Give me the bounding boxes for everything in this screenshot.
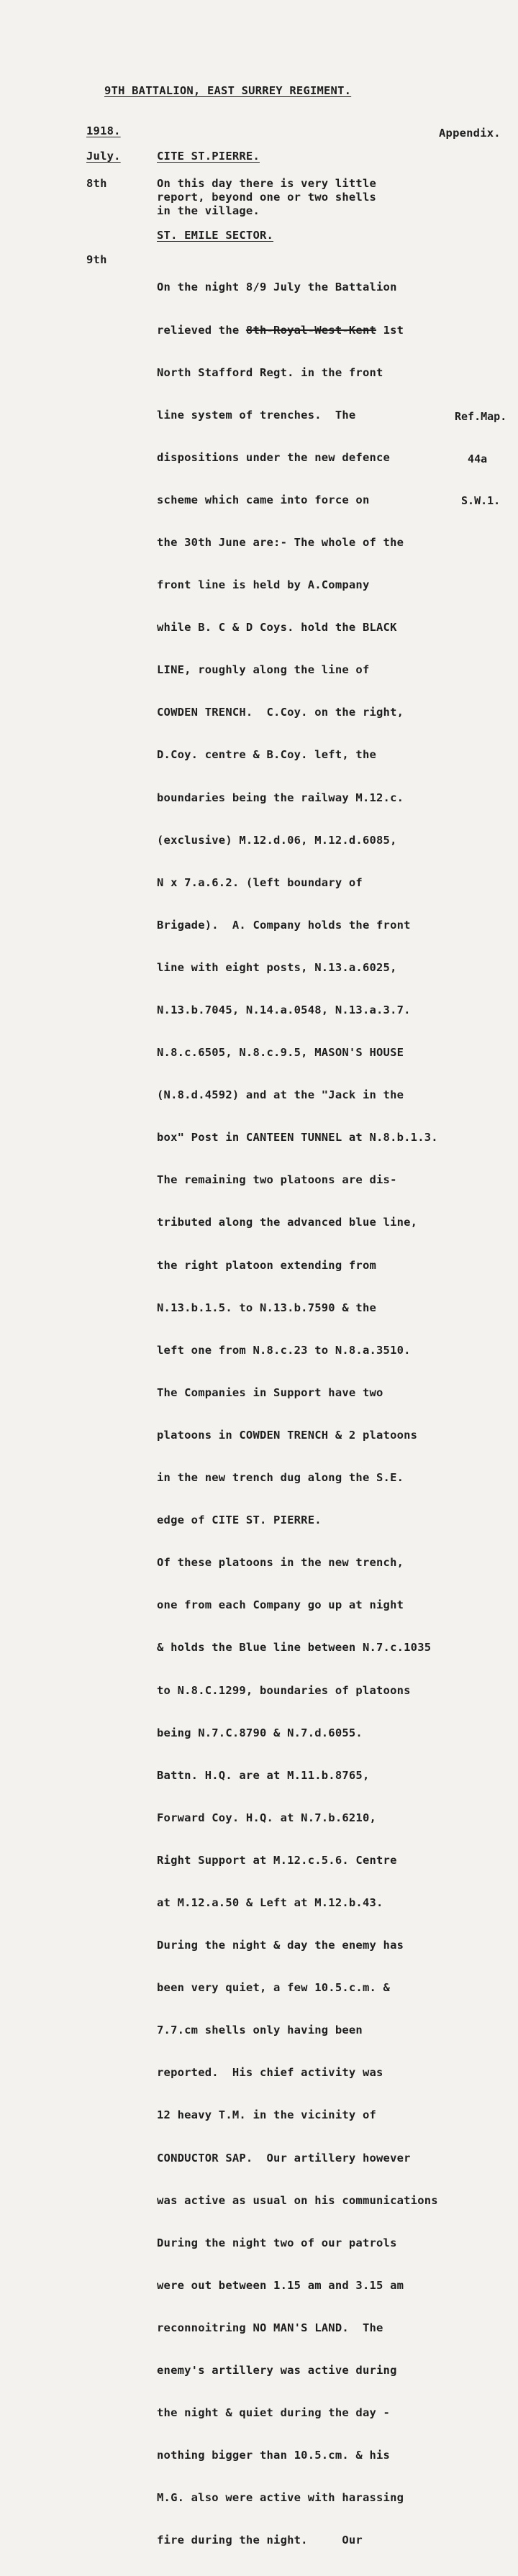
entry-9th-line: N.8.c.6505, N.8.c.9.5, MASON'S HOUSE [157, 1046, 404, 1060]
entry-9th-line: 12 heavy T.M. in the vicinity of [157, 2108, 377, 2122]
entry-9th-line: boundaries being the railway M.12.c. [157, 791, 404, 804]
entry-9th-line-with-correction [157, 324, 438, 338]
entry-9th-line-part: 1st [376, 323, 404, 337]
entry-9th-line: Forward Coy. H.Q. at N.7.b.6210, [157, 1811, 377, 1824]
entry-9th-line: tributed along the advanced blue line, [157, 1216, 418, 1229]
entry-date-8th: 8th [86, 177, 107, 190]
entry-9th-line: to N.8.C.1299, boundaries of platoons [157, 1683, 411, 1697]
struck-out-text: 8th-Royal-West-Kent [245, 323, 377, 337]
entry-8th-line: report, beyond one or two shells [157, 191, 377, 204]
entry-9th-line: North Stafford Regt. in the front [157, 365, 383, 379]
entry-9th-line: reported. His chief activity was [157, 2066, 383, 2080]
entry-9th-line: one from each Company go up at night [157, 1598, 404, 1612]
entry-9th-line: Brigade). A. Company holds the front [157, 918, 411, 932]
entry-9th-line-part: relieved the [157, 323, 246, 337]
entry-9th-line: scheme which came into force on [157, 493, 370, 506]
entry-9th-line: box" Post in CANTEEN TUNNEL at N.8.b.1.3. [157, 1131, 438, 1144]
entry-9th-line: at M.12.a.50 & Left at M.12.b.43. [157, 1895, 383, 1909]
map-reference-line: 44a [455, 452, 488, 465]
entry-9th-line: 7.7.cm shells only having been [157, 2024, 363, 2037]
section-heading-cite-st-pierre: CITE ST.PIERRE. [157, 150, 260, 163]
entry-9th-line: the 30th June are:- The whole of the [157, 535, 404, 549]
entry-9th-line: & holds the Blue line between N.7.c.1035 [157, 1641, 432, 1655]
entry-9th-line: was active as usual on his communications [157, 2193, 438, 2207]
entry-date-9th: 9th [86, 253, 107, 266]
appendix-label: Appendix. [439, 127, 501, 140]
section-heading-st-emile-sector: ST. EMILE SECTOR. [157, 229, 274, 242]
entry-9th-line: platoons in COWDEN TRENCH & 2 platoons [157, 1428, 418, 1442]
entry-9th-line: edge of CITE ST. PIERRE. [157, 1514, 322, 1527]
entry-9th-line: in the new trench dug along the S.E. [157, 1471, 404, 1485]
entry-9th-body [157, 252, 438, 2576]
entry-9th-line: Battn. H.Q. are at M.11.b.8765, [157, 1768, 370, 1782]
entry-9th-line: During the night & day the enemy has [157, 1939, 404, 1952]
entry-9th-line: N.13.b.7045, N.14.a.0548, N.13.a.3.7. [157, 1003, 411, 1016]
entry-9th-line: the right platoon extending from [157, 1258, 377, 1272]
entry-9th-line: were out between 1.15 am and 3.15 am [157, 2278, 404, 2292]
entry-9th-line: reconnoitring NO MAN'S LAND. The [157, 2321, 383, 2334]
entry-9th-line: front line is held by A.Company [157, 578, 370, 592]
entry-9th-line: being N.7.C.8790 & N.7.d.6055. [157, 1726, 363, 1739]
entry-9th-line: (exclusive) M.12.d.06, M.12.d.6085, [157, 833, 397, 847]
map-reference-note [455, 382, 506, 537]
map-reference-line: S.W.1. [455, 494, 501, 507]
entry-9th-line: the night & quiet during the day - [157, 2406, 391, 2420]
entry-9th-line: N x 7.a.6.2. (left boundary of [157, 875, 363, 889]
year-label: 1918. [86, 124, 121, 137]
entry-8th-line: On this day there is very little [157, 177, 377, 190]
entry-9th-line: M.G. also were active with harassing [157, 2491, 404, 2505]
document-title: 9TH BATTALION, EAST SURREY REGIMENT. [104, 84, 352, 97]
entry-9th-line: dispositions under the new defence [157, 450, 391, 464]
entry-9th-line: LINE, roughly along the line of [157, 663, 370, 677]
month-label: July. [86, 150, 121, 163]
map-reference-line: Ref.Map. [455, 410, 507, 423]
entry-9th-line: On the night 8/9 July the Battalion [157, 281, 397, 294]
entry-9th-line: fire during the night. Our [157, 2534, 363, 2547]
entry-9th-line: line with eight posts, N.13.a.6025, [157, 960, 397, 974]
entry-9th-line: nothing bigger than 10.5.cm. & his [157, 2449, 391, 2462]
entry-9th-line: line system of trenches. The [157, 408, 356, 422]
entry-9th-line: The remaining two platoons are dis- [157, 1173, 397, 1187]
entry-9th-line: During the night two of our patrols [157, 2236, 397, 2249]
entry-9th-line: CONDUCTOR SAP. Our artillery however [157, 2151, 411, 2165]
entry-9th-line: COWDEN TRENCH. C.Coy. on the right, [157, 706, 404, 719]
entry-9th-line: left one from N.8.c.23 to N.8.a.3510. [157, 1343, 411, 1357]
entry-9th-line: been very quiet, a few 10.5.c.m. & [157, 1981, 391, 1995]
entry-9th-line: Right Support at M.12.c.5.6. Centre [157, 1853, 397, 1867]
entry-9th-line: Of these platoons in the new trench, [157, 1556, 404, 1570]
entry-9th-line: The Companies in Support have two [157, 1385, 383, 1399]
entry-9th-line: N.13.b.1.5. to N.13.b.7590 & the [157, 1301, 377, 1314]
entry-9th-line: enemy's artillery was active during [157, 2364, 397, 2377]
entry-9th-line: D.Coy. centre & B.Coy. left, the [157, 748, 377, 762]
entry-8th-line: in the village. [157, 204, 260, 217]
entry-9th-line: (N.8.d.4592) and at the "Jack in the [157, 1088, 404, 1102]
entry-9th-line: while B. C & D Coys. hold the BLACK [157, 621, 397, 634]
